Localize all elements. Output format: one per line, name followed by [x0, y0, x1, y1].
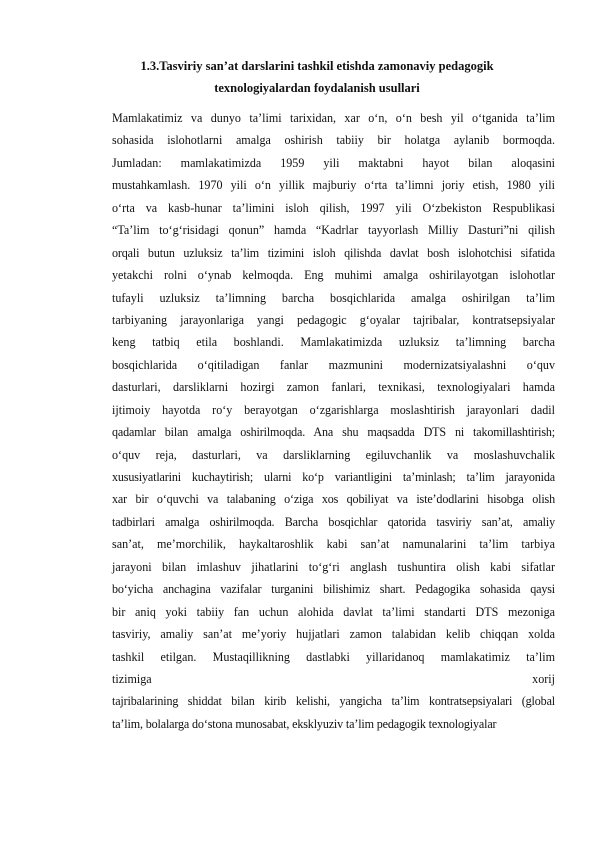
paragraph-line: tarbiyaning jarayonlariga yangi pedagogic gʻoyalar tajribalar, kontratsepsiyalar [112, 312, 555, 327]
paragraph-line: Mamlakatimiz va dunyo taʼlimi tarixidan, xar oʻn, oʻn besh yil oʻtganida taʼlim [112, 111, 555, 125]
paragraph-line: ijtimoiy hayotda roʻy berayotgan oʻzgarishlarga moslashtirish jarayonlari dadil [112, 402, 555, 417]
paragraph-line: bosqichlarida oʻqitiladigan fanlar mazmunini modernizatsiyalashni oʻquv [112, 357, 555, 372]
body-paragraph [112, 107, 555, 735]
paragraph-line: tufayli uzluksiz taʼlimning barcha bosqichlarida amalga oshirilgan taʼlim [112, 290, 555, 305]
paragraph-line: taʼlim, bolalarga doʻstona munosabat, eksklyuziv taʼlim pedagogik texnologiyalar [112, 716, 497, 731]
paragraph-line: tizimiga xorij [112, 671, 555, 686]
paragraph-line: Jumladan: mamlakatimizda 1959 yili maktabni hayot bilan aloqasini [112, 155, 555, 170]
paragraph-line: mustahkamlash. 1970 yili oʻn yillik majburiy oʻrta taʼlimni joriy etish, 1980 yili [112, 178, 555, 193]
paragraph-line: boʻyicha anchagina vazifalar turganini bilishimiz shart. Pedagogika sohasida qaysi [112, 582, 555, 597]
paragraph-line: “Taʼlim toʻgʻrisidagi qonun” hamda “Kadrlar tayyorlash Milliy Dasturi”ni qilish [112, 223, 555, 238]
paragraph-line: tajribalarining shiddat bilan kirib kelishi, yangicha taʼlim kontratsepsiyalari (global [112, 694, 555, 709]
heading-line-1: 1.3.Tasviriy san’at darslarini tashkil etishda zamonaviy pedagogik [140, 59, 494, 73]
paragraph-line: orqali butun uzluksiz taʼlim tizimini isloh qilishda davlat bosh islohotchisi sifatida [112, 245, 555, 260]
paragraph-line: jarayoni bilan imlashuv jihatlarini toʻgʻri anglash tushuntira olish kabi sifatlar [112, 559, 555, 574]
paragraph-line: tashkil etilgan. Mustaqillikning dastlabki yillaridanoq mamlakatimiz taʼlim [112, 649, 555, 664]
paragraph-line: yetakchi rolni oʻynab kelmoqda. Eng muhimi amalga oshirilayotgan islohotlar [112, 268, 555, 283]
paragraph-line: bir aniq yoki tabiiy fan uchun alohida davlat taʼlimi standarti DTS mezoniga [112, 604, 555, 619]
paragraph-line: xar bir oʻquvchi va talabaning oʻziga xos qobiliyat va isteʼdodlarini hisobga olish [112, 492, 555, 507]
paragraph-line: sohasida islohotlarni amalga oshirish tabiiy bir holatga aylanib bormoqda. [112, 133, 555, 148]
paragraph-line: oʻquv reja, dasturlari, va darsliklarning egiluvchanlik va moslashuvchalik [112, 447, 555, 462]
paragraph-line: oʻrta va kasb-hunar taʼlimini isloh qilish, 1997 yili Oʻzbekiston Respublikasi [112, 200, 555, 215]
heading-line-2: texnologiyalardan foydalanish usullari [214, 81, 420, 95]
paragraph-line: keng tatbiq etila boshlandi. Mamlakatimizda uzluksiz taʼlimning barcha [112, 335, 555, 350]
paragraph-line: tadbirlari amalga oshirilmoqda. Barcha bosqichlar qatorida tasviriy sanʼat, amaliy [112, 514, 555, 529]
paragraph-line: xususiyatlarini kuchaytirish; ularni koʻp variantligini taʼminlash; taʼlim jarayonida [112, 470, 555, 484]
section-heading [112, 55, 522, 99]
paragraph-line: dasturlari, darsliklarni hozirgi zamon fanlari, texnikasi, texnologiyalari hamda [112, 380, 555, 395]
paragraph-line: tasviriy, amaliy sanʼat meʼyoriy hujjatlari zamon talabidan kelib chiqqan xolda [112, 627, 555, 642]
paragraph-line: qadamlar bilan amalga oshirilmoqda. Ana shu maqsadda DTS ni takomillashtirish; [112, 425, 555, 440]
paragraph-line: sanʼat, meʼmorchilik, haykaltaroshlik kabi sanʼat namunalarini taʼlim tarbiya [112, 537, 555, 552]
